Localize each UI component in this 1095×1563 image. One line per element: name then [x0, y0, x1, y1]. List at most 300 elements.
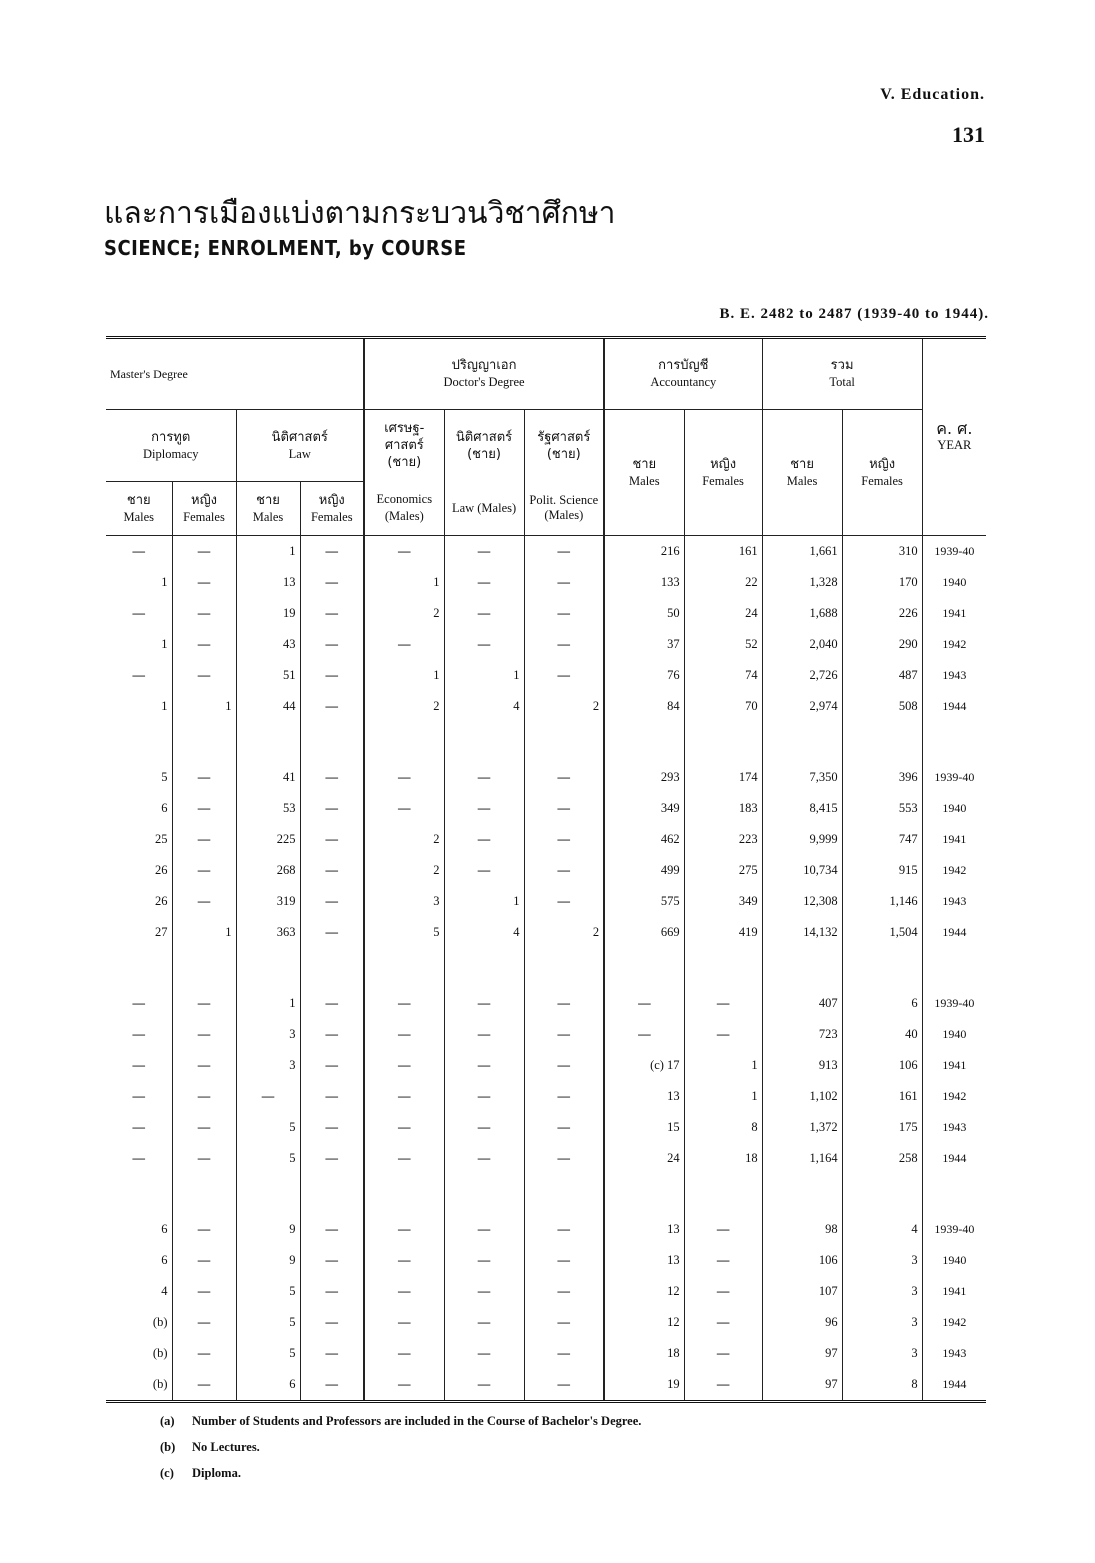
table-cell: 41	[236, 762, 300, 793]
separator-cell	[524, 722, 604, 762]
doctors-degree-thai: ปริญญาเอก	[451, 358, 517, 373]
table-cell: —	[300, 660, 364, 691]
separator-cell	[604, 1174, 684, 1214]
table-cell: —	[524, 988, 604, 1019]
table-cell: 6	[236, 1369, 300, 1402]
table-row	[106, 855, 986, 886]
table-cell: 37	[604, 629, 684, 660]
table-cell: 6	[161, 1222, 168, 1236]
footnotes	[160, 1408, 641, 1486]
table-cell: 1	[444, 660, 524, 691]
table-cell: 1940	[922, 567, 986, 598]
footnote-c-key: (c)	[160, 1466, 174, 1480]
table-cell: —	[364, 793, 444, 824]
table-cell: —	[684, 1245, 762, 1276]
table-cell: 2	[524, 691, 604, 722]
table-cell: 175	[842, 1112, 922, 1143]
table-row	[106, 917, 986, 948]
table-cell: 1940	[922, 1245, 986, 1276]
table-cell: 349	[604, 793, 684, 824]
table-cell: 216	[604, 536, 684, 568]
table-cell: 161	[684, 536, 762, 568]
footnote-c-text: Diploma.	[192, 1466, 241, 1480]
table-cell: 1,661	[762, 536, 842, 568]
table-cell: —	[364, 1050, 444, 1081]
table-cell: 1943	[922, 886, 986, 917]
table-cell: 7,350	[762, 762, 842, 793]
table-cell: —	[444, 762, 524, 793]
table-cell: 22	[684, 567, 762, 598]
table-cell: 2	[364, 824, 444, 855]
accountancy-english: Accountancy	[650, 375, 717, 389]
table-cell: —	[364, 1338, 444, 1369]
separator-cell	[684, 1174, 762, 1214]
table-cell: —	[300, 1338, 364, 1369]
table-cell: 2	[364, 691, 444, 722]
table-cell: —	[524, 855, 604, 886]
separator-cell	[684, 948, 762, 988]
separator-cell	[922, 948, 986, 988]
year-thai: ค. ศ.	[936, 419, 973, 438]
table-cell: 98	[762, 1214, 842, 1245]
diplomacy-males-thai: ชาย	[126, 492, 151, 508]
table-cell: 74	[684, 660, 762, 691]
table-cell: 2	[524, 917, 604, 948]
table-cell: 13	[604, 1245, 684, 1276]
table-cell: —	[444, 1050, 524, 1081]
table-cell: —	[364, 1276, 444, 1307]
table-cell: —	[300, 1112, 364, 1143]
table-cell: 6	[161, 801, 168, 815]
table-cell: —	[604, 988, 684, 1019]
table-cell: 1	[172, 691, 236, 722]
table-cell: 183	[684, 793, 762, 824]
table-row	[106, 988, 986, 1019]
table-cell: —	[300, 824, 364, 855]
table-cell: 8	[684, 1112, 762, 1143]
accountancy-females-header	[684, 410, 762, 536]
table-cell: —	[172, 988, 236, 1019]
table-cell: 396	[842, 762, 922, 793]
table-cell: 1943	[922, 1112, 986, 1143]
table-cell: 1942	[922, 1307, 986, 1338]
table-row	[106, 598, 986, 629]
separator-cell	[364, 722, 444, 762]
table-cell: 1,102	[762, 1081, 842, 1112]
table-cell: —	[444, 598, 524, 629]
doctor-law-thai: นิติศาสตร์	[455, 429, 513, 445]
table-cell: 1,328	[762, 567, 842, 598]
table-cell: —	[172, 824, 236, 855]
law-thai: นิติศาสตร์	[271, 429, 328, 445]
table-cell: —	[364, 1112, 444, 1143]
group-separator	[106, 722, 986, 762]
table-cell: 8	[842, 1369, 922, 1402]
table-cell: 293	[604, 762, 684, 793]
table-cell: —	[444, 1369, 524, 1402]
table-cell: —	[524, 567, 604, 598]
table-cell: 1	[161, 699, 168, 713]
table-cell: 5	[161, 770, 168, 784]
table-cell: —	[444, 1245, 524, 1276]
table-cell: 275	[684, 855, 762, 886]
economics-thai-header	[364, 410, 444, 482]
table-row	[106, 1214, 986, 1245]
table-cell: 349	[684, 886, 762, 917]
table-cell: 407	[762, 988, 842, 1019]
table-cell: —	[236, 1081, 300, 1112]
table-cell: 133	[604, 567, 684, 598]
table-cell: —	[132, 1058, 145, 1072]
table-cell: 27	[155, 925, 168, 939]
table-cell: 508	[842, 691, 922, 722]
table-cell: 1	[161, 637, 168, 651]
table-cell: 15	[604, 1112, 684, 1143]
table-cell: 161	[842, 1081, 922, 1112]
table-cell: —	[300, 855, 364, 886]
table-cell: —	[172, 1338, 236, 1369]
polsci-english-header: Polit. Science (Males)	[524, 482, 604, 536]
total-females-english: Females	[861, 473, 903, 488]
table-cell: —	[364, 1081, 444, 1112]
table-cell: 290	[842, 629, 922, 660]
table-cell: 13	[236, 567, 300, 598]
diplomacy-english: Diplomacy	[142, 446, 199, 461]
table-cell: 1	[364, 567, 444, 598]
table-cell: 1939-40	[922, 536, 986, 568]
table-cell: 1944	[922, 1369, 986, 1402]
masters-degree-header: Master's Degree	[110, 366, 188, 381]
table-cell: 5	[236, 1307, 300, 1338]
table-cell: 419	[684, 917, 762, 948]
table-cell: —	[172, 536, 236, 568]
table-cell: —	[364, 536, 444, 568]
table-cell: 258	[842, 1143, 922, 1174]
law-english: Law	[288, 446, 311, 461]
table-cell: —	[444, 536, 524, 568]
table-cell: 723	[762, 1019, 842, 1050]
table-cell: 19	[236, 598, 300, 629]
table-cell: 1944	[922, 917, 986, 948]
table-cell: 226	[842, 598, 922, 629]
table-cell: 13	[604, 1214, 684, 1245]
table-cell: 3	[842, 1245, 922, 1276]
table-cell: 268	[236, 855, 300, 886]
total-thai: รวม	[830, 358, 854, 373]
table-row	[106, 886, 986, 917]
table-cell: —	[524, 1245, 604, 1276]
enrolment-table-frame	[106, 336, 990, 1394]
table-cell: —	[524, 1338, 604, 1369]
total-females-header	[842, 410, 922, 536]
table-cell: 462	[604, 824, 684, 855]
table-cell: 9	[236, 1214, 300, 1245]
year-english: YEAR	[937, 438, 972, 452]
law-females-english: Females	[310, 509, 353, 524]
table-cell: 97	[762, 1338, 842, 1369]
table-cell: 915	[842, 855, 922, 886]
table-cell: —	[444, 1307, 524, 1338]
doctors-degree-english: Doctor's Degree	[443, 375, 525, 389]
table-cell: 1942	[922, 629, 986, 660]
table-cell: 84	[604, 691, 684, 722]
accountancy-header	[604, 338, 762, 410]
table-cell: —	[684, 1214, 762, 1245]
table-cell: 76	[604, 660, 684, 691]
separator-cell	[106, 1174, 172, 1214]
table-cell: —	[172, 1245, 236, 1276]
table-cell: 669	[604, 917, 684, 948]
table-cell: 170	[842, 567, 922, 598]
table-cell: 5	[236, 1276, 300, 1307]
table-cell: 6	[842, 988, 922, 1019]
footnote-b-text: No Lectures.	[192, 1440, 260, 1454]
table-row	[106, 567, 986, 598]
table-cell: 1941	[922, 1050, 986, 1081]
table-cell: —	[444, 793, 524, 824]
table-row	[106, 1081, 986, 1112]
separator-cell	[842, 722, 922, 762]
table-cell: —	[444, 988, 524, 1019]
table-cell: 24	[604, 1143, 684, 1174]
total-english: Total	[829, 375, 855, 389]
separator-cell	[762, 1174, 842, 1214]
table-cell: —	[300, 1369, 364, 1402]
table-cell: —	[524, 793, 604, 824]
title-english: SCIENCE; ENROLMENT, by COURSE	[104, 236, 467, 260]
table-cell: —	[524, 886, 604, 917]
law-males-thai: ชาย	[256, 492, 280, 508]
table-cell: —	[524, 629, 604, 660]
table-cell: 913	[762, 1050, 842, 1081]
separator-cell	[172, 1174, 236, 1214]
table-cell: —	[300, 1307, 364, 1338]
table-cell: —	[444, 1276, 524, 1307]
table-cell: —	[300, 988, 364, 1019]
table-cell: 2	[364, 598, 444, 629]
enrolment-table	[106, 336, 986, 1403]
table-cell: 107	[762, 1276, 842, 1307]
table-cell: 174	[684, 762, 762, 793]
table-cell: —	[300, 629, 364, 660]
table-cell: —	[300, 793, 364, 824]
table-cell: —	[300, 598, 364, 629]
footnote-b-key: (b)	[160, 1440, 176, 1454]
separator-cell	[762, 722, 842, 762]
separator-cell	[444, 1174, 524, 1214]
total-males-thai: ชาย	[790, 456, 814, 472]
total-header	[762, 338, 922, 410]
table-cell: —	[524, 1143, 604, 1174]
table-cell: —	[172, 855, 236, 886]
table-cell: —	[132, 668, 145, 682]
table-cell: —	[524, 1276, 604, 1307]
table-cell: —	[132, 544, 145, 558]
economics-english-header: Economics (Males)	[364, 482, 444, 536]
table-cell: 223	[684, 824, 762, 855]
separator-cell	[364, 1174, 444, 1214]
table-cell: 499	[604, 855, 684, 886]
table-cell: —	[364, 1019, 444, 1050]
table-cell: —	[300, 1276, 364, 1307]
table-cell: 9	[236, 1245, 300, 1276]
table-row	[106, 824, 986, 855]
title-thai: และการเมืองแบ่งตามกระบวนวิชาศึกษา	[104, 196, 616, 231]
table-cell: 1939-40	[922, 762, 986, 793]
table-cell: —	[684, 988, 762, 1019]
doctor-law-sex-thai: (ชาย)	[467, 446, 501, 462]
table-cell: 5	[236, 1112, 300, 1143]
table-cell: 51	[236, 660, 300, 691]
table-cell: —	[172, 1081, 236, 1112]
table-cell: —	[524, 1112, 604, 1143]
period-label: B. E. 2482 to 2487 (1939-40 to 1944).	[719, 306, 989, 322]
table-cell: (b)	[152, 1346, 168, 1360]
law-males-english: Males	[252, 509, 284, 524]
table-cell: —	[132, 1120, 145, 1134]
table-cell: 52	[684, 629, 762, 660]
table-cell: —	[300, 1245, 364, 1276]
table-cell: —	[132, 1151, 145, 1165]
accountancy-females-english: Females	[702, 473, 744, 488]
separator-cell	[444, 948, 524, 988]
doctors-degree-header	[364, 338, 604, 410]
table-row	[106, 762, 986, 793]
table-cell: —	[300, 567, 364, 598]
year-header	[922, 338, 986, 536]
separator-cell	[236, 722, 300, 762]
table-cell: 18	[684, 1143, 762, 1174]
table-cell: —	[444, 1214, 524, 1245]
table-cell: —	[300, 1143, 364, 1174]
table-cell: 43	[236, 629, 300, 660]
table-cell: 3	[236, 1050, 300, 1081]
economics-sex-thai: (ชาย)	[387, 455, 422, 471]
table-cell: —	[172, 793, 236, 824]
law-females-thai: หญิง	[318, 492, 345, 508]
table-cell: 3	[364, 886, 444, 917]
table-cell: 1,372	[762, 1112, 842, 1143]
table-row	[106, 1276, 986, 1307]
table-cell: —	[172, 1369, 236, 1402]
table-cell: —	[684, 1019, 762, 1050]
table-cell: 1,504	[842, 917, 922, 948]
table-cell: —	[172, 598, 236, 629]
table-cell: 1942	[922, 855, 986, 886]
table-cell: —	[444, 824, 524, 855]
separator-cell	[604, 948, 684, 988]
separator-cell	[172, 948, 236, 988]
table-cell: 4	[444, 917, 524, 948]
diplomacy-header	[106, 410, 236, 482]
table-cell: 5	[236, 1143, 300, 1174]
polsci-thai: รัฐศาสตร์	[537, 429, 591, 445]
table-cell: 1	[236, 536, 300, 568]
table-cell: —	[524, 1307, 604, 1338]
table-cell: 1,688	[762, 598, 842, 629]
table-row	[106, 1019, 986, 1050]
table-cell: 106	[842, 1050, 922, 1081]
economics-thai: เศรษฐ-ศาสตร์	[384, 421, 425, 454]
table-cell: 1943	[922, 1338, 986, 1369]
table-cell: 487	[842, 660, 922, 691]
table-cell: 1939-40	[922, 988, 986, 1019]
law-males-header	[236, 482, 300, 536]
table-cell: 1,146	[842, 886, 922, 917]
table-cell: —	[300, 691, 364, 722]
table-row	[106, 629, 986, 660]
table-cell: —	[364, 1214, 444, 1245]
table-cell: 26	[155, 863, 168, 877]
table-cell: 2,040	[762, 629, 842, 660]
table-cell: —	[364, 1143, 444, 1174]
table-cell: 1	[684, 1081, 762, 1112]
table-cell: —	[172, 660, 236, 691]
table-cell: 12	[604, 1276, 684, 1307]
table-cell: —	[444, 1143, 524, 1174]
table-cell: —	[444, 567, 524, 598]
table-cell: —	[604, 1019, 684, 1050]
diplomacy-thai: การทูต	[151, 429, 191, 445]
table-cell: 5	[236, 1338, 300, 1369]
table-cell: 1941	[922, 824, 986, 855]
footnote-b	[160, 1434, 641, 1460]
table-cell: —	[132, 606, 145, 620]
table-cell: 1,164	[762, 1143, 842, 1174]
table-cell: 5	[364, 917, 444, 948]
diplomacy-females-thai: หญิง	[191, 492, 217, 508]
law-header	[236, 410, 364, 482]
table-cell: 3	[842, 1307, 922, 1338]
table-cell: —	[300, 762, 364, 793]
accountancy-males-header	[604, 410, 684, 536]
table-cell: 2,974	[762, 691, 842, 722]
table-cell: —	[524, 1369, 604, 1402]
table-cell: 1943	[922, 660, 986, 691]
diplomacy-males-english: Males	[123, 509, 155, 524]
table-cell: —	[300, 917, 364, 948]
table-cell: 1	[236, 988, 300, 1019]
table-cell: —	[172, 629, 236, 660]
accountancy-males-english: Males	[629, 473, 660, 488]
separator-cell	[236, 948, 300, 988]
footnote-c	[160, 1460, 641, 1486]
accountancy-thai: การบัญชี	[658, 358, 709, 373]
table-cell: —	[172, 567, 236, 598]
separator-cell	[300, 1174, 364, 1214]
table-cell: —	[172, 762, 236, 793]
table-row	[106, 1112, 986, 1143]
table-cell: 4	[161, 1284, 168, 1298]
table-row	[106, 1050, 986, 1081]
separator-cell	[684, 722, 762, 762]
table-cell: —	[172, 1307, 236, 1338]
page-number: 131	[952, 122, 985, 147]
table-row	[106, 1307, 986, 1338]
table-cell: 26	[155, 894, 168, 908]
table-cell: 6	[161, 1253, 168, 1267]
table-cell: —	[524, 1019, 604, 1050]
table-cell: —	[300, 536, 364, 568]
separator-cell	[300, 722, 364, 762]
table-cell: —	[364, 1307, 444, 1338]
table-cell: 4	[842, 1214, 922, 1245]
table-cell: 1	[444, 886, 524, 917]
separator-cell	[842, 948, 922, 988]
table-cell: 1940	[922, 1019, 986, 1050]
accountancy-females-thai: หญิง	[710, 456, 737, 472]
table-cell: 1941	[922, 598, 986, 629]
